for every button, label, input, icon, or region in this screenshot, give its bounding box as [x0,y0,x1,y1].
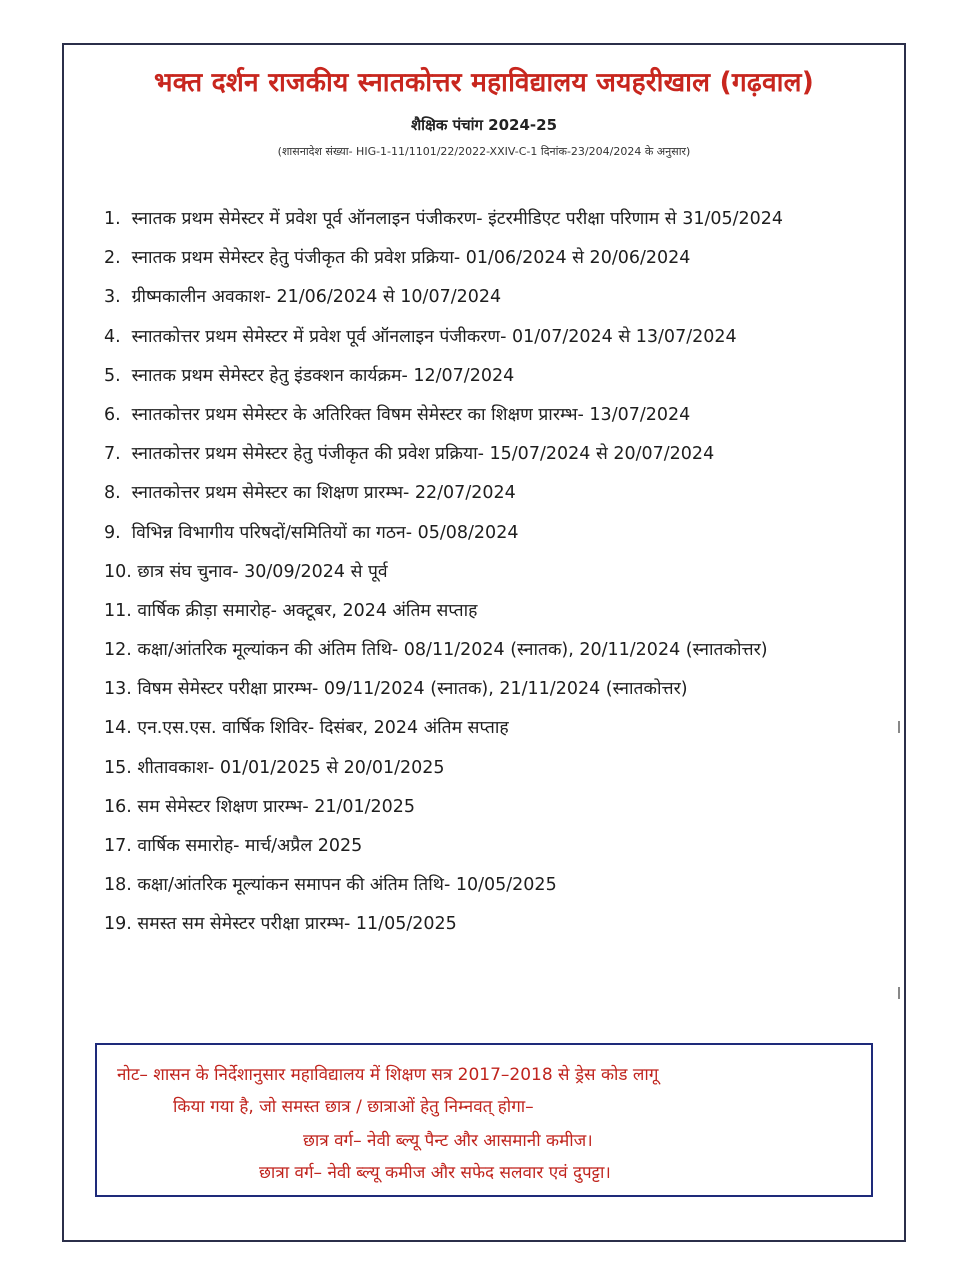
calendar-event-8 [104,481,783,520]
scan-mark [898,987,900,999]
document-header [64,63,904,159]
event-number: 17. [104,836,132,856]
dress-code-note [95,1043,873,1197]
event-number: 19. [104,914,132,935]
event-text: शीतावकाश- 01/01/2025 से 20/01/2025 [137,757,445,778]
calendar-event-17 [104,834,783,873]
calendar-event-10 [104,560,783,599]
calendar-event-13 [104,677,783,716]
government-order-reference: (शासनादेश संख्या- HIG-1-11/1101/22/2022-XXIV-C-1 दिनांक-23/204/2024 के अनुसार) [277,145,691,158]
event-text: स्नातक प्रथम सेमेस्टर हेतु पंजीकृत की प्रवेश प्रक्रिया- 01/06/2024 से 20/06/2024 [131,248,691,269]
event-number: 16. [104,796,132,817]
event-number: 2. [104,248,121,269]
event-number: 11. [104,600,132,621]
event-number: 7. [104,444,121,465]
event-text: विभिन्न विभागीय परिषदों/समितियों का गठन- 05/08/2024 [131,522,519,543]
event-text: समस्त सम सेमेस्टर परीक्षा प्रारम्भ- 11/05/2025 [137,914,457,935]
note-line-1: नोट– शासन के निर्देशानुसार महाविद्यालय में शिक्षण सत्र 2017–2018 से ड्रेस कोड लागू [117,1065,659,1085]
calendar-event-18 [104,873,783,912]
note-line-girls: छात्रा वर्ग– नेवी ब्ल्यू कमीज और सफेद सलवार एवं दुपट्टा। [259,1163,611,1183]
event-text: स्नातकोत्तर प्रथम सेमेस्टर के अतिरिक्त विषम सेमेस्टर का शिक्षण प्रारम्भ- 13/07/2024 [131,404,691,425]
calendar-event-7 [104,442,783,481]
calendar-event-15 [104,756,783,795]
calendar-event-9 [104,521,783,560]
event-number: 3. [104,287,121,308]
calendar-event-2 [104,246,783,285]
event-text: स्नातकोत्तर प्रथम सेमेस्टर का शिक्षण प्रारम्भ- 22/07/2024 [131,483,516,504]
document-frame [62,43,906,1242]
calendar-event-5 [104,364,783,403]
academic-calendar-list [104,207,783,952]
event-number: 15. [104,757,132,778]
event-text: वार्षिक समारोह- मार्च/अप्रैल 2025 [137,836,363,856]
event-text: ग्रीष्मकालीन अवकाश- 21/06/2024 से 10/07/2024 [131,287,502,308]
calendar-event-1 [104,207,783,246]
calendar-event-19 [104,912,783,951]
event-text: वार्षिक क्रीड़ा समारोह- अक्टूबर, 2024 अंतिम सप्ताह [137,600,478,621]
event-number: 18. [104,875,132,896]
event-number: 8. [104,483,121,504]
event-text: कक्षा/आंतरिक मूल्यांकन समापन की अंतिम तिथि- 10/05/2025 [137,875,557,896]
calendar-event-6 [104,403,783,442]
event-number: 10. [104,561,132,582]
event-number: 5. [104,365,121,386]
event-number: 6. [104,404,121,425]
event-number: 1. [104,209,121,229]
event-number: 12. [104,640,132,661]
event-text: स्नातकोत्तर प्रथम सेमेस्टर हेतु पंजीकृत की प्रवेश प्रक्रिया- 15/07/2024 से 20/07/2024 [131,444,715,465]
calendar-event-14 [104,716,783,755]
event-number: 4. [104,326,121,347]
event-text: सम सेमेस्टर शिक्षण प्रारम्भ- 21/01/2025 [137,796,416,817]
event-number: 9. [104,522,121,543]
event-text: स्नातक प्रथम सेमेस्टर हेतु इंडक्शन कार्यक्रम- 12/07/2024 [131,365,515,386]
calendar-event-4 [104,325,783,364]
calendar-event-12 [104,638,783,677]
event-number: 13. [104,679,132,700]
calendar-title: शैक्षिक पंचांग 2024-25 [410,116,558,134]
calendar-event-16 [104,795,783,834]
event-text: विषम सेमेस्टर परीक्षा प्रारम्भ- 09/11/2024 (स्नातक), 21/11/2024 (स्नातकोत्तर) [137,679,688,700]
scan-mark [898,721,900,733]
event-number: 14. [104,718,132,739]
note-line-2: किया गया है, जो समस्त छात्र / छात्राओं हेतु निम्नवत् होगा– [173,1097,534,1117]
note-line-boys: छात्र वर्ग– नेवी ब्ल्यू पैन्ट और आसमानी कमीज। [303,1131,593,1151]
event-text: छात्र संघ चुनाव- 30/09/2024 से पूर्व [137,561,388,582]
college-title: भक्त दर्शन राजकीय स्नातकोत्तर महाविद्यालय जयहरीखाल (गढ़वाल) [154,68,814,98]
calendar-event-11 [104,599,783,638]
event-text: एन.एस.एस. वार्षिक शिविर- दिसंबर, 2024 अंतिम सप्ताह [137,718,509,739]
event-text: स्नातक प्रथम सेमेस्टर में प्रवेश पूर्व ऑनलाइन पंजीकरण- इंटरमीडिएट परीक्षा परिणाम से 31/05/2024 [131,209,784,229]
event-text: स्नातकोत्तर प्रथम सेमेस्टर में प्रवेश पूर्व ऑनलाइन पंजीकरण- 01/07/2024 से 13/07/2024 [131,326,737,347]
calendar-event-3 [104,285,783,324]
event-text: कक्षा/आंतरिक मूल्यांकन की अंतिम तिथि- 08/11/2024 (स्नातक), 20/11/2024 (स्नातकोत्तर) [137,640,768,661]
